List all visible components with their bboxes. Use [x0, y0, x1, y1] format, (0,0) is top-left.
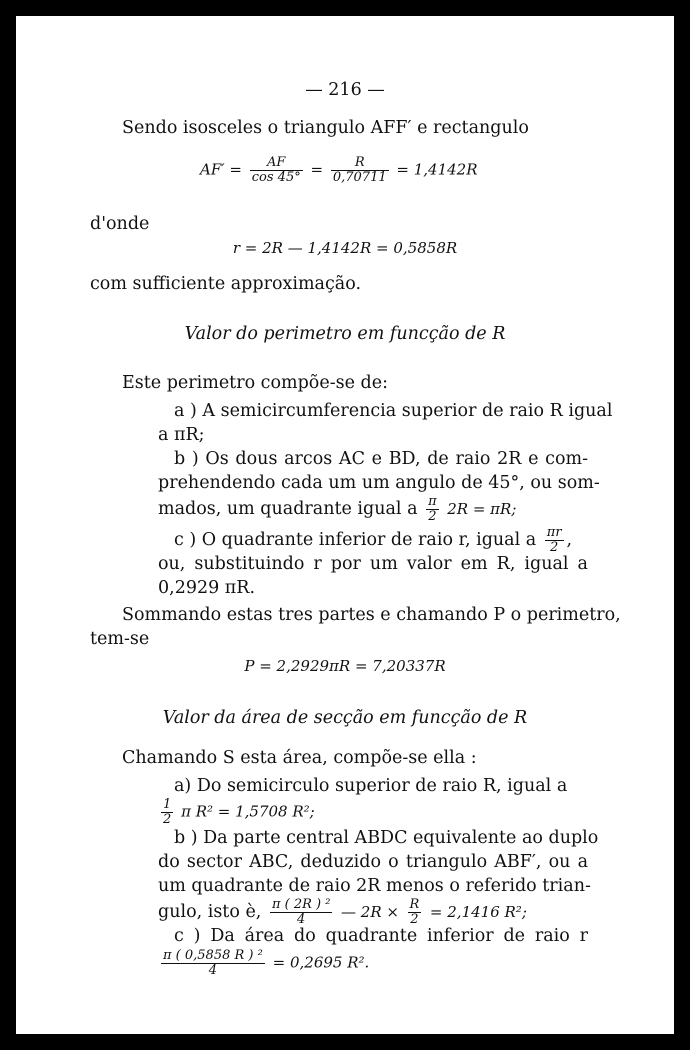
eq1-equals: = — [310, 160, 324, 179]
area-a-fraction — [161, 798, 173, 827]
eq1-f1-numerator: AF — [250, 156, 303, 171]
area-b-frac1-denominator: 4 — [297, 912, 306, 927]
area-b-line3: um quadrante de raio 2R menos o referido trian- — [158, 876, 591, 896]
area-b-frac1-numerator: π ( 2R ) ² — [271, 897, 331, 912]
area-b-line4-text: gulo, isto è, — [158, 902, 262, 922]
item-b-line2: prehendendo cada um um angulo de 45°, ou som- — [158, 473, 600, 493]
approx-line: com sufficiente approximação. — [90, 274, 362, 294]
equation-aff — [200, 156, 478, 185]
area-b-fraction-2 — [408, 898, 422, 927]
area-c-line2 — [158, 949, 369, 978]
item-c-line1-text: c ) O quadrante inferior de raio r, igual a — [174, 530, 537, 550]
item-c-frac-denominator: 2 — [550, 540, 559, 555]
area-intro: Chamando S esta área, compõe-se ella : — [122, 748, 477, 768]
perimetro-intro: Este perimetro compõe-se de: — [122, 373, 388, 393]
area-a-line2-math: π R² = 1,5708 R²; — [181, 802, 315, 821]
page-number: — 216 — — [305, 80, 385, 100]
area-c-frac-numerator: π ( 0,5858 R ) ² — [163, 948, 263, 963]
eq1-rhs: = 1,4142R — [396, 160, 478, 179]
area-a-frac-denominator: 2 — [163, 812, 172, 827]
area-c-frac-denominator: 4 — [208, 963, 218, 978]
item-a-line2: a πR; — [158, 425, 205, 445]
area-c-fraction — [161, 949, 265, 978]
item-c-line1 — [174, 526, 572, 555]
intro-line: Sendo isosceles o triangulo AFF′ e rectangulo — [122, 118, 529, 138]
equation-p: P = 2,2929πR = 7,20337R — [244, 657, 446, 675]
eq1-fraction-af-cos — [250, 156, 303, 185]
area-b-line4-math: = 2,1416 R²; — [429, 903, 527, 921]
area-a-line2 — [158, 798, 315, 827]
eq1-fraction-r — [331, 156, 389, 185]
area-b-line1: b ) Da parte central ABDC equivalente ao duplo — [174, 828, 599, 848]
area-b-fraction-1 — [270, 898, 333, 927]
eq1-f2-numerator: R — [331, 156, 389, 171]
item-c-line2: ou, substituindo r por um valor em R, igual a — [158, 554, 588, 574]
item-b-line1: b ) Os dous arcos AC e BD, de raio 2R e com- — [174, 449, 588, 469]
item-b-line3 — [158, 495, 516, 524]
area-a-line1: a) Do semicirculo superior de raio R, igual a — [174, 776, 568, 796]
item-c-fraction — [545, 526, 564, 555]
item-c-frac-numerator: πr — [546, 525, 562, 540]
item-b-frac-denominator: 2 — [428, 509, 437, 524]
sum-line1: Sommando estas tres partes e chamando P o perimetro, — [122, 605, 621, 625]
item-c-line1-comma: , — [566, 530, 573, 550]
area-b-frac2-numerator: R — [409, 897, 420, 912]
item-b-line3-text: mados, um quadrante igual a — [158, 499, 418, 519]
area-b-frac2-denominator: 2 — [410, 912, 419, 927]
area-c-line2-math: = 0,2695 R². — [272, 953, 370, 972]
eq1-f2-denominator: 0,70711 — [332, 170, 387, 185]
item-b-line3-math: 2R = πR; — [447, 500, 517, 518]
area-b-line4 — [158, 898, 527, 927]
item-c-line3: 0,2929 πR. — [158, 578, 256, 598]
item-b-frac-numerator: π — [428, 494, 437, 509]
item-a-line1: a ) A semicircumferencia superior de raio R igual — [174, 401, 613, 421]
equation-r: r = 2R — 1,4142R = 0,5858R — [232, 239, 458, 257]
sum-line2: tem-se — [90, 629, 150, 649]
area-b-mid: — 2R × — [341, 903, 399, 921]
heading-area: Valor da área de secção em funcção de R — [162, 708, 528, 728]
eq1-lhs: AF′ = — [200, 160, 242, 179]
area-a-frac-numerator: 1 — [163, 797, 172, 812]
donde-line: d'onde — [90, 214, 150, 234]
item-b-fraction — [426, 495, 439, 524]
area-b-line2: do sector ABC, deduzido o triangulo ABF′, ou a — [158, 852, 588, 872]
area-c-line1: c ) Da área do quadrante inferior de raio r — [174, 926, 588, 946]
book-page — [16, 16, 674, 1034]
heading-perimetro: Valor do perimetro em funcção de R — [184, 324, 506, 344]
eq1-f1-denominator: cos 45° — [251, 170, 301, 185]
